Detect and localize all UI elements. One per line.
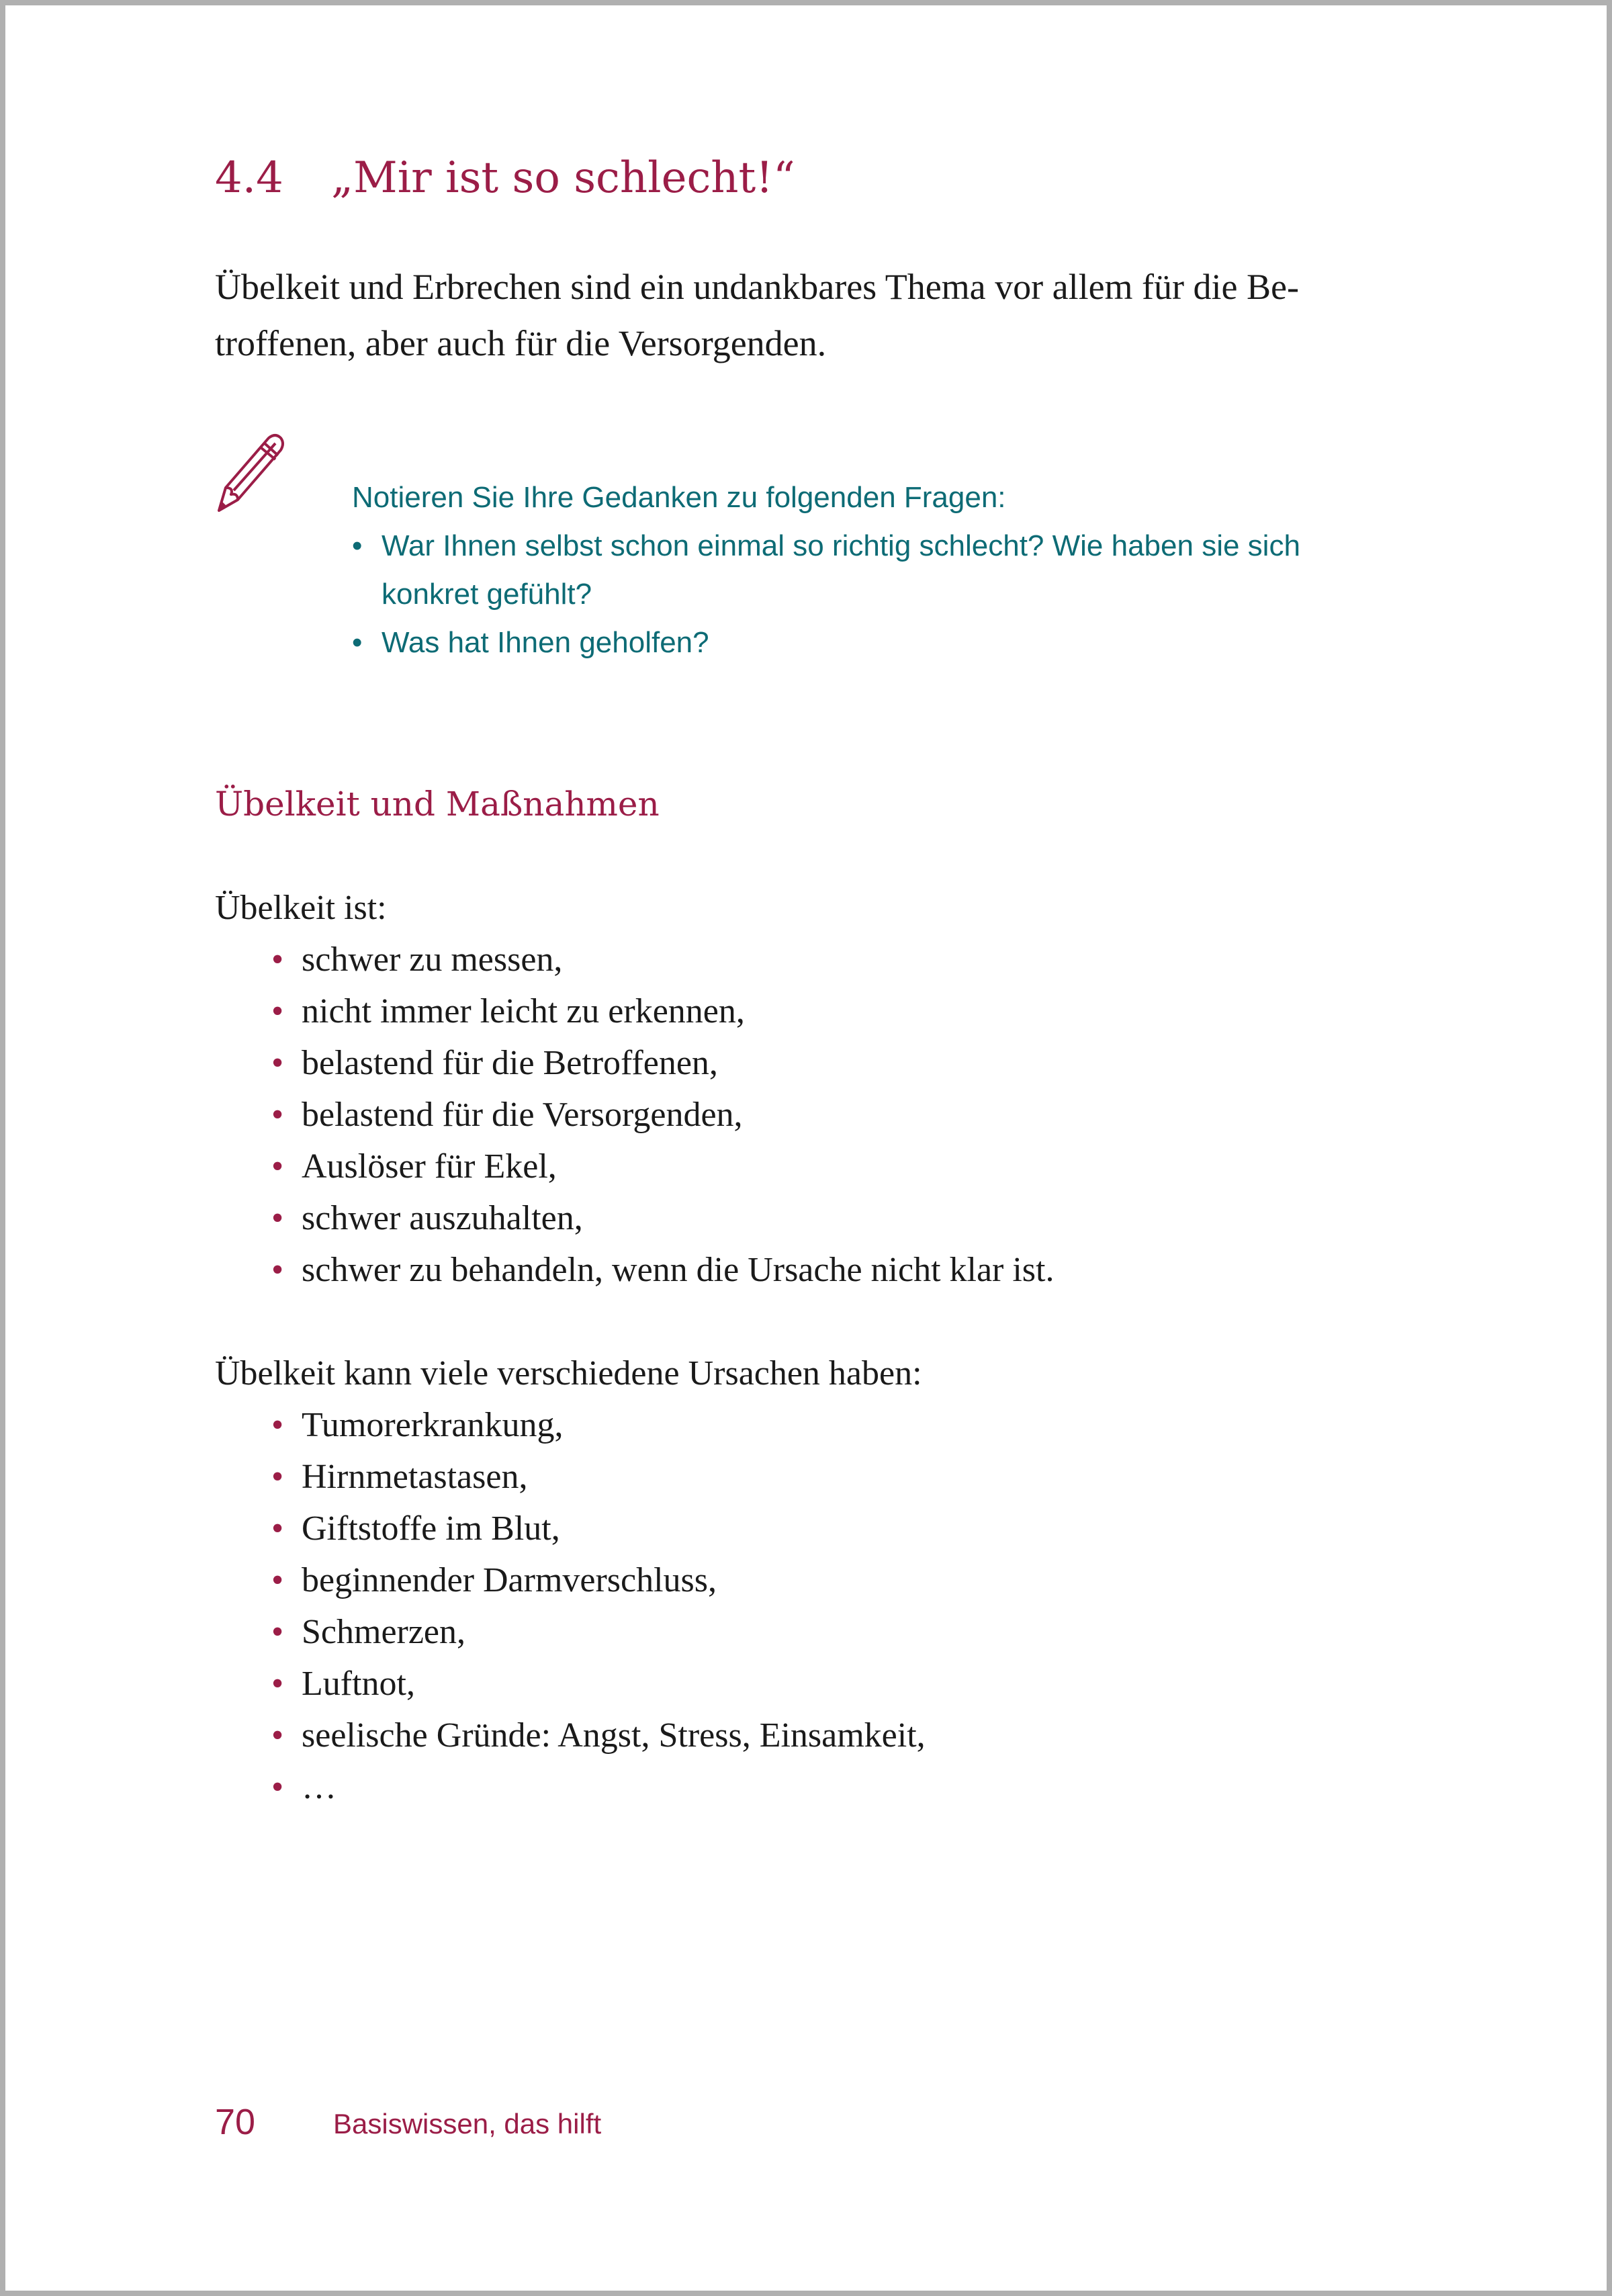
list-item xyxy=(271,1509,560,1548)
list-item xyxy=(271,1767,337,1807)
list-item-text: Luftnot, xyxy=(302,1665,415,1703)
bullet: • xyxy=(271,1096,284,1134)
bullet: • xyxy=(271,1147,284,1186)
bullet: • xyxy=(271,1199,284,1237)
list-item-text: schwer auszuhalten, xyxy=(302,1199,583,1237)
list-item xyxy=(271,1664,415,1704)
intro-line: troffenen, aber auch für die Versorgenden. xyxy=(215,323,827,363)
list-item xyxy=(271,991,745,1031)
list-item-text: nicht immer leicht zu erkennen, xyxy=(302,992,745,1030)
subheading: Übelkeit und Maßnahmen xyxy=(215,785,660,824)
bullet: • xyxy=(271,992,284,1030)
list-item-text: Auslöser für Ekel, xyxy=(302,1147,557,1186)
bullet: • xyxy=(271,1458,284,1496)
task-question: • Was hat Ihnen geholfen? xyxy=(352,626,709,659)
page-number: 70 xyxy=(215,2102,256,2142)
task-heading: Notieren Sie Ihre Gedanken zu folgenden Fragen: xyxy=(352,481,1006,514)
list-item xyxy=(271,1198,583,1238)
section-number: 4.4 xyxy=(215,153,283,203)
bullet: • xyxy=(271,940,284,979)
bullet: • xyxy=(271,1509,284,1548)
bullet: • xyxy=(271,1561,284,1599)
list-item xyxy=(271,1095,743,1135)
bullet: • xyxy=(271,1406,284,1444)
list-item-text: Giftstoffe im Blut, xyxy=(302,1509,560,1548)
list-item-text: Schmerzen, xyxy=(302,1613,466,1651)
list-item xyxy=(271,1405,564,1445)
task-question: • War Ihnen selbst schon einmal so richtig schlecht? Wie haben sie sich konkret gefühlt? xyxy=(352,529,1300,611)
intro-paragraph xyxy=(215,259,1299,371)
list-item-text: Tumorerkrankung, xyxy=(302,1406,564,1444)
list-item xyxy=(271,940,562,979)
intro-line: Übelkeit und Erbrechen sind ein undankbares Thema vor allem für die Be- xyxy=(215,267,1299,307)
list-item-text: beginnender Darmverschluss, xyxy=(302,1561,717,1599)
bullet: • xyxy=(271,1613,284,1651)
list-item-text: belastend für die Betroffenen, xyxy=(302,1044,718,1082)
question-text: War Ihnen selbst schon einmal so richtig schlecht? Wie haben sie sich xyxy=(382,529,1300,562)
list-item xyxy=(271,1716,926,1755)
list-item-text: schwer zu messen, xyxy=(302,940,563,979)
list-item xyxy=(271,1560,717,1600)
list-intro: Übelkeit kann viele verschiedene Ursachen haben: xyxy=(215,1354,922,1393)
running-title: Basiswissen, das hilft xyxy=(333,2108,602,2139)
list-item-text: Hirnmetastasen, xyxy=(302,1458,528,1496)
list-item-text: … xyxy=(302,1768,337,1806)
list-item xyxy=(271,1457,527,1497)
bullet: • xyxy=(271,1665,284,1703)
bullet: • xyxy=(271,1768,284,1806)
list-item-text: seelische Gründe: Angst, Stress, Einsamkeit, xyxy=(302,1716,926,1755)
section-title: „Mir ist so schlecht!“ xyxy=(331,153,795,203)
list-intro: Übelkeit ist: xyxy=(215,889,387,927)
question-text: konkret gefühlt? xyxy=(382,578,592,611)
list-item xyxy=(271,1250,1055,1290)
question-text: Was hat Ihnen geholfen? xyxy=(382,626,709,659)
bullet: • xyxy=(271,1251,284,1289)
pencil-icon xyxy=(214,431,287,515)
list-item-text: belastend für die Versorgenden, xyxy=(302,1096,743,1134)
bullet: • xyxy=(271,1716,284,1755)
list-item xyxy=(271,1043,718,1083)
list-item xyxy=(271,1147,557,1186)
list-item-text: schwer zu behandeln, wenn die Ursache nicht klar ist. xyxy=(302,1251,1055,1289)
bullet: • xyxy=(271,1044,284,1082)
list-item xyxy=(271,1612,465,1652)
